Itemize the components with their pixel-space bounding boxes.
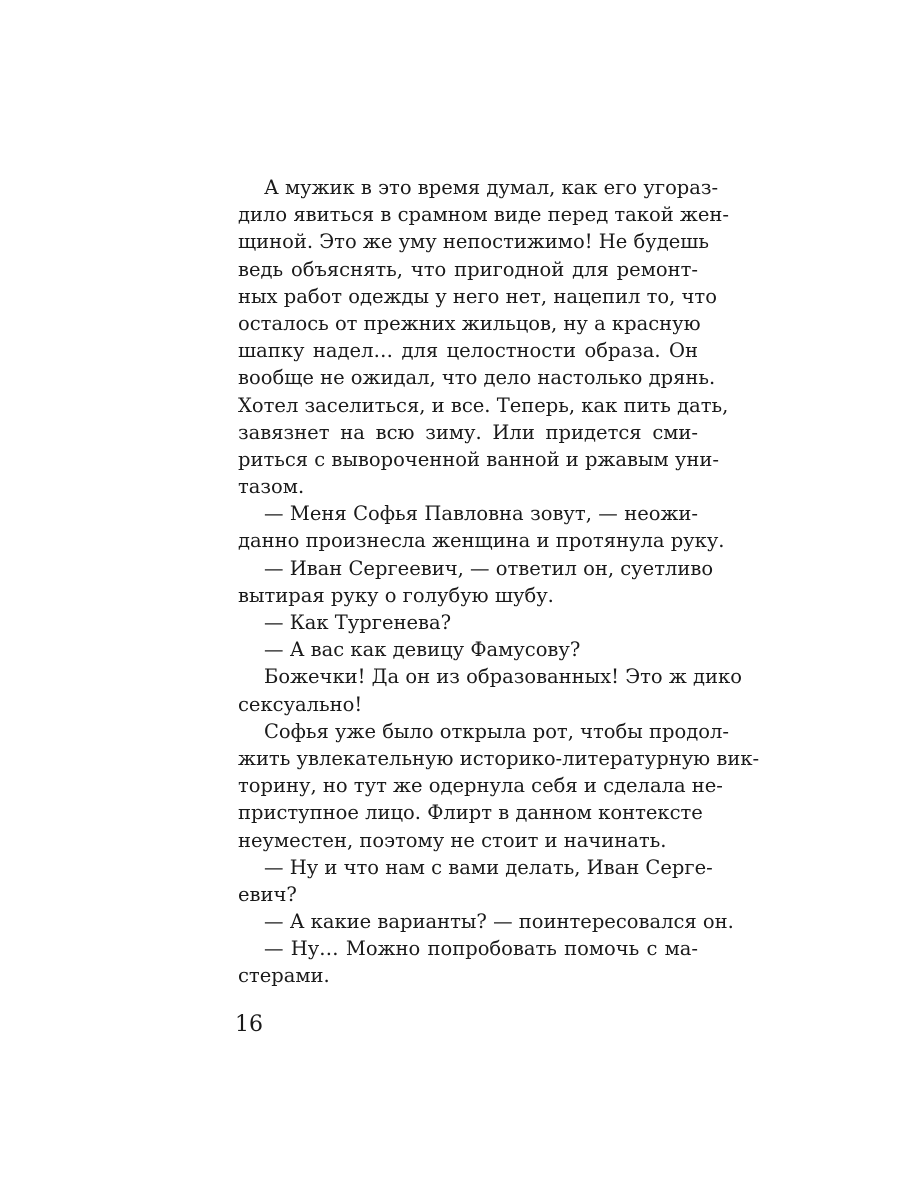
- text-line: щиной. Это же уму непостижимо! Не будешь: [238, 230, 709, 254]
- text-line: дило явиться в срамном виде перед такой жен-: [238, 203, 729, 227]
- text-line: — Ну и что нам с вами делать, Иван Серге-: [264, 855, 713, 879]
- text-line: тазом.: [238, 475, 305, 499]
- text-line: вытирая руку о голубую шубу.: [238, 583, 554, 607]
- text-line: — Ну… Можно попробовать помочь с ма-: [264, 937, 698, 961]
- text-line: сексуально!: [238, 692, 363, 716]
- text-line: приступное лицо. Флирт в данном контексте: [238, 801, 703, 825]
- book-page-text: [238, 174, 760, 990]
- text-line: ведь объяснять, что пригодной для ремонт-: [238, 257, 698, 281]
- text-line: риться с вывороченной ванной и ржавым уни-: [238, 447, 719, 471]
- text-line: осталось от прежних жильцов, ну а красную: [238, 311, 701, 335]
- text-line: ных работ одежды у него нет, нацепил то, что: [238, 284, 717, 308]
- text-line: шапку надел… для целостности образа. Он: [238, 339, 698, 363]
- text-line: — А какие варианты? — поинтересовался он.: [264, 910, 734, 934]
- text-line: Софья уже было открыла рот, чтобы продол-: [264, 719, 729, 743]
- text-line: стерами.: [238, 964, 330, 988]
- text-line: — Меня Софья Павловна зовут, — неожи-: [264, 502, 698, 526]
- text-line: вообще не ожидал, что дело настолько дрянь.: [238, 366, 716, 390]
- text-line: евич?: [238, 882, 297, 906]
- text-line: — Иван Сергеевич, — ответил он, суетливо: [264, 556, 714, 580]
- text-line: неуместен, поэтому не стоит и начинать.: [238, 828, 667, 852]
- text-line: — Как Тургенева?: [264, 611, 452, 634]
- text-line: жить увлекательную историко-литературную вик-: [238, 746, 760, 770]
- text-line: А мужик в это время думал, как его угораз-: [264, 176, 719, 199]
- text-line: завязнет на всю зиму. Или придется сми-: [238, 420, 698, 444]
- text-line: данно произнесла женщина и протянула руку.: [238, 529, 725, 553]
- text-line: Хотел заселиться, и все. Теперь, как пить дать,: [238, 393, 729, 417]
- text-line: Божечки! Да он из образованных! Это ж дико: [264, 665, 742, 689]
- text-line: — А вас как девицу Фамусову?: [264, 638, 581, 662]
- text-line: торину, но тут же одернула себя и сделала не-: [238, 774, 723, 798]
- page-number: 16: [235, 1012, 263, 1037]
